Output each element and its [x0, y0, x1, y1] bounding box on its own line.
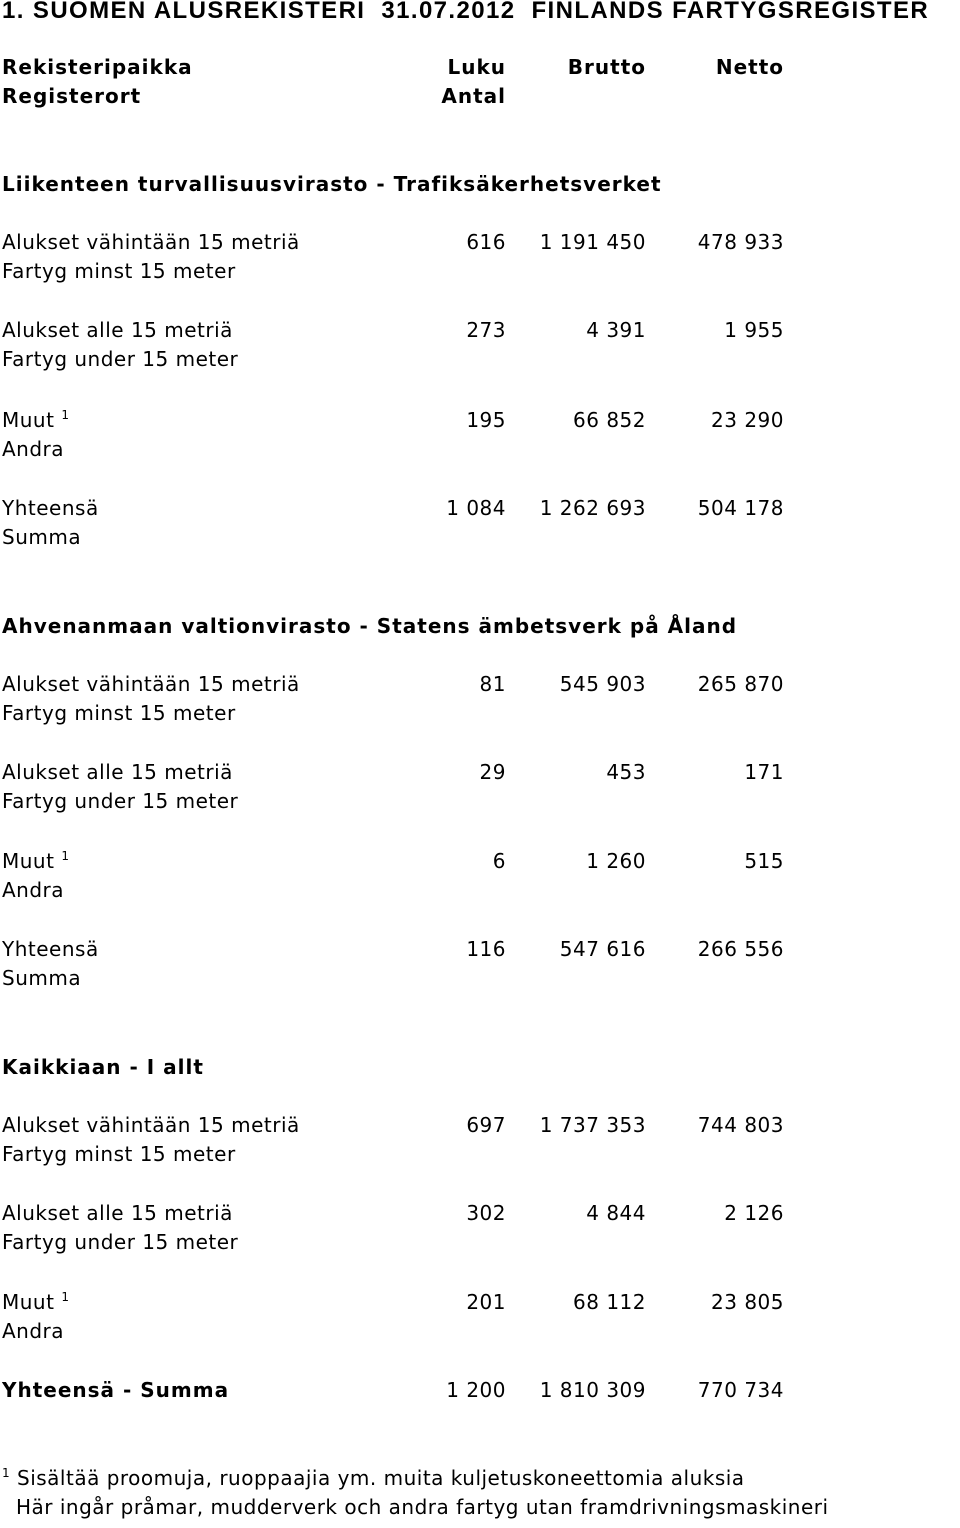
row-net: 23 290 — [711, 408, 784, 432]
table-row — [0, 849, 960, 878]
table-row-total — [0, 937, 960, 966]
table-row — [0, 1290, 960, 1319]
section-heading: Ahvenanmaan valtionvirasto - Statens ämbetsverk på Åland — [2, 614, 738, 638]
row-gross: 1 262 693 — [539, 496, 646, 520]
row-gross: 66 852 — [573, 408, 646, 432]
row-count: 81 — [479, 672, 506, 696]
table-row-sv — [0, 789, 960, 818]
row-gross: 1 260 — [586, 849, 646, 873]
row-net: 504 178 — [697, 496, 784, 520]
row-label-fi: Yhteensä — [2, 496, 99, 520]
title-registry-fi: SUOMEN ALUSREKISTERI — [32, 0, 366, 24]
row-count: 1 084 — [446, 496, 506, 520]
row-gross: 545 903 — [559, 672, 646, 696]
table-row-sv — [0, 878, 960, 907]
row-count: 116 — [466, 937, 506, 961]
row-gross: 68 112 — [573, 1290, 646, 1314]
row-count: 697 — [466, 1113, 506, 1137]
row-label-sv: Fartyg under 15 meter — [2, 1230, 239, 1254]
row-count: 6 — [492, 849, 506, 873]
table-row-sv — [0, 525, 960, 554]
grand-total-net: 770 734 — [697, 1378, 784, 1402]
row-label-fi: Alukset vähintään 15 metriä — [2, 1113, 300, 1137]
row-label-fi: Muut $^1$ — [2, 849, 70, 873]
title-date: 31.07.2012 — [381, 0, 516, 24]
grand-total-label: Yhteensä - Summa — [2, 1378, 230, 1402]
row-gross: 1 737 353 — [539, 1113, 646, 1137]
column-header-gross: Brutto — [567, 55, 646, 79]
row-label-sv: Fartyg minst 15 meter — [2, 701, 236, 725]
column-header-registry-sv: Registerort — [2, 84, 142, 108]
table-row-sv — [0, 1142, 960, 1171]
section-heading: Kaikkiaan - I allt — [2, 1055, 204, 1079]
table-row-sv — [0, 437, 960, 466]
row-label-fi: Alukset vähintään 15 metriä — [2, 672, 300, 696]
table-row-total — [0, 496, 960, 525]
row-count: 302 — [466, 1201, 506, 1225]
page-title — [2, 0, 929, 25]
row-label-fi: Alukset alle 15 metriä — [2, 760, 233, 784]
footnote-marker: 1 — [61, 1290, 70, 1304]
row-label-fi: Alukset alle 15 metriä — [2, 318, 233, 342]
table-row-sv — [0, 966, 960, 995]
column-header-count-sv: Antal — [441, 84, 506, 108]
table-row — [0, 318, 960, 347]
row-label-sv: Andra — [2, 1319, 65, 1343]
footnote-marker: 1 — [61, 408, 70, 422]
column-header-registry-fi: Rekisteripaikka — [2, 55, 193, 79]
column-header-row — [0, 55, 960, 84]
row-label-sv: Fartyg minst 15 meter — [2, 259, 236, 283]
table-row-sv — [0, 1230, 960, 1259]
row-gross: 4 844 — [586, 1201, 646, 1225]
row-count: 29 — [479, 760, 506, 784]
row-count: 616 — [466, 230, 506, 254]
row-count: 195 — [466, 408, 506, 432]
column-header-net: Netto — [715, 55, 784, 79]
table-row-sv — [0, 701, 960, 730]
grand-total-gross: 1 810 309 — [539, 1378, 646, 1402]
section-heading: Liikenteen turvallisuusvirasto - Trafiksäkerhetsverket — [2, 172, 662, 196]
row-gross: 547 616 — [559, 937, 646, 961]
row-label-sv: Andra — [2, 437, 65, 461]
row-net: 171 — [744, 760, 784, 784]
row-gross: 453 — [606, 760, 646, 784]
table-row-sv — [0, 259, 960, 288]
row-label-sv: Fartyg minst 15 meter — [2, 1142, 236, 1166]
row-count: 273 — [466, 318, 506, 342]
row-net: 1 955 — [724, 318, 784, 342]
table-row — [0, 408, 960, 437]
row-label-fi: Muut $^1$ — [2, 408, 70, 432]
footnote-sv — [0, 1495, 960, 1524]
title-number: 1. — [2, 0, 25, 24]
table-row — [0, 1113, 960, 1142]
row-net: 266 556 — [697, 937, 784, 961]
column-header-count-fi: Luku — [447, 55, 506, 79]
row-label-sv: Summa — [2, 966, 82, 990]
footnote — [0, 1466, 960, 1495]
row-net: 23 805 — [711, 1290, 784, 1314]
row-net: 478 933 — [697, 230, 784, 254]
footnote-marker: 1 — [61, 849, 70, 863]
row-label-sv: Summa — [2, 525, 82, 549]
grand-total-row — [0, 1378, 960, 1407]
row-net: 744 803 — [697, 1113, 784, 1137]
table-row — [0, 230, 960, 259]
row-net: 515 — [744, 849, 784, 873]
row-label-fi: Muut $^1$ — [2, 1290, 70, 1314]
column-header-row-sv — [0, 84, 960, 113]
row-label-fi: Alukset alle 15 metriä — [2, 1201, 233, 1225]
row-net: 2 126 — [724, 1201, 784, 1225]
row-count: 201 — [466, 1290, 506, 1314]
row-label-sv: Andra — [2, 878, 65, 902]
table-row — [0, 1201, 960, 1230]
table-row-sv — [0, 347, 960, 376]
footnote-text-fi: Sisältää proomuja, ruoppaajia ym. muita kuljetuskoneettomia aluksia — [17, 1466, 745, 1490]
row-label-fi: Yhteensä — [2, 937, 99, 961]
table-row — [0, 760, 960, 789]
table-row — [0, 672, 960, 701]
grand-total-count: 1 200 — [446, 1378, 506, 1402]
table-row-sv — [0, 1319, 960, 1348]
row-gross: 4 391 — [586, 318, 646, 342]
row-label-fi: Alukset vähintään 15 metriä — [2, 230, 300, 254]
row-gross: 1 191 450 — [539, 230, 646, 254]
row-label-sv: Fartyg under 15 meter — [2, 347, 239, 371]
title-registry-sv: FINLANDS FARTYGSREGISTER — [531, 0, 930, 24]
row-label-sv: Fartyg under 15 meter — [2, 789, 239, 813]
row-net: 265 870 — [697, 672, 784, 696]
footnote-text-sv: Här ingår pråmar, mudderverk och andra fartyg utan framdrivningsmaskineri — [16, 1495, 829, 1519]
footnote-marker: 1 — [2, 1466, 11, 1480]
